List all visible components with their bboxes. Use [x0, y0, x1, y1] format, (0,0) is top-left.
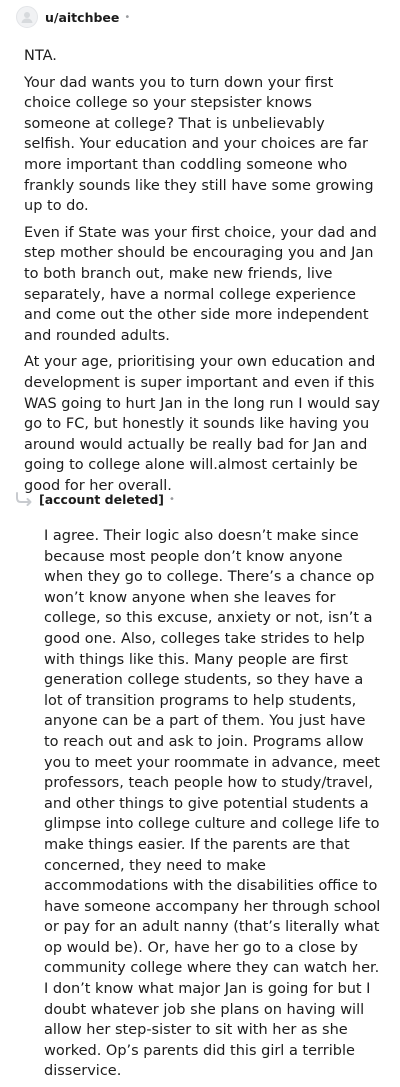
avatar-icon[interactable]	[16, 6, 38, 28]
username-link[interactable]: u/aitchbee	[45, 9, 120, 25]
comment-body	[24, 46, 380, 502]
reply-arrow-icon	[14, 490, 36, 508]
comment-paragraph: NTA.	[24, 48, 57, 64]
comment-paragraph: At your age, prioritising your own education and development is super important and even if this WAS going to hurt Jan in the long run I would say go to FC, but honestly it sounds like having you around would actually be really bad for Jan and going to college alone will.almost certainly be good for her overall.	[24, 354, 380, 494]
separator-dot: •	[124, 11, 131, 23]
separator-dot: •	[168, 493, 175, 505]
reply-text: I agree. Their logic also doesn’t make since because most people don’t know anyone when they go to college. There’s a chance op won’t know anyone when she leaves for college, so this excuse, anxiety or not, isn’t a good one. Also, colleges take strides to help with things like this. Many people are first generation college students, so they have a lot of transition programs to help students, anyone can be a part of them. You just have to reach out and ask to join. Programs allow you to meet your roommate in advance, meet professors, teach people how to study/travel, and other things to give potential students a glimpse into college culture and college life to make things easier. If the parents are that concerned, they need to make accommodations with the disabilities office to have someone accompany her through school or pay for an adult nanny (that’s literally what op would be). Or, have her go to a close by community college where they can watch her. I don’t know what major Jan is going for but I doubt whatever job she plans on having will allow her step-sister to sit with her as she worked. Op’s parents did this girl a terrible disservice.	[44, 528, 381, 1080]
reply-body	[44, 526, 382, 1082]
reply-header	[14, 488, 175, 510]
comment-paragraph: Your dad wants you to turn down your first choice college so your stepsister knows someone at college? That is unbelievably selfish. Your education and your choices are far more important than coddling someone who frankly sounds like they still have some growing up to do.	[24, 74, 374, 215]
deleted-username: [account deleted]	[39, 491, 164, 507]
comment-paragraph: Even if State was your first choice, your dad and step mother should be encouraging you and Jan to both branch out, make new friends, live separately, have a normal college experience and come out the other side more independent and rounded adults.	[24, 224, 377, 344]
comment-header	[16, 4, 130, 30]
